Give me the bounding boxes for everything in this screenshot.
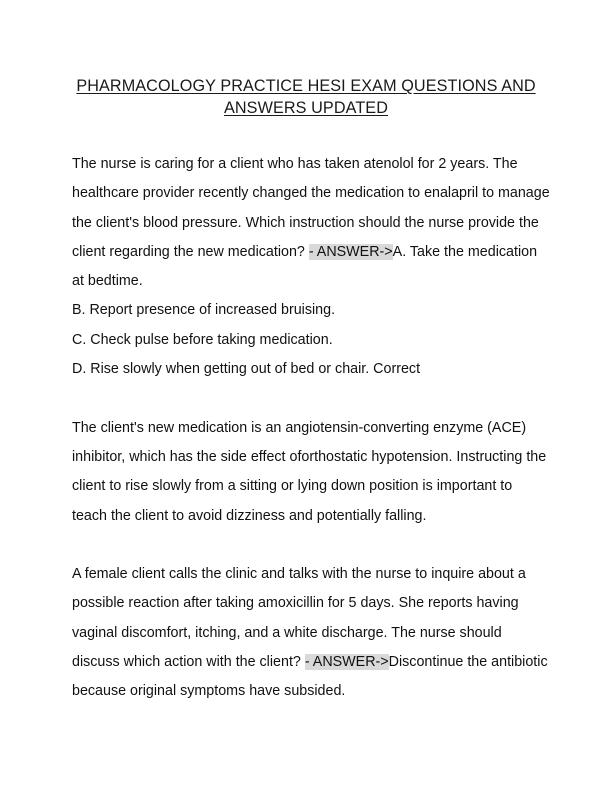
question-2-text: A female client calls the clinic and talks with the nurse to inquire about a possible reaction after taking amoxicillin for 5 days. She reports having vaginal discomfort, itching, and a white discharge. The nurse should discuss which action with the client? [72,566,526,671]
answer-marker-2: - ANSWER-> [304,654,389,671]
question-2 [72,560,550,706]
option-a: A. Take the medication at bedtime. [72,243,538,290]
paragraph-gap [72,531,550,560]
title-line-2: ANSWERS UPDATED [224,99,388,117]
rationale-1: The client's new medication is an angiotensin-converting enzyme (ACE) inhibitor, which has the side effect oforthostatic hypotension. Instructing the client to rise slowly from a sitting or lying down position is important to teach the client to avoid dizziness and potentially falling. [72,419,547,524]
document-body [72,150,550,707]
title-line-1: PHARMACOLOGY PRACTICE HESI EXAM QUESTIONS AND [76,77,536,95]
paragraph-gap [72,384,550,413]
answer-marker-1: - ANSWER-> [308,243,393,260]
document-title [60,75,552,119]
answer-2-text: Discontinue the antibiotic because original symptoms have subsided. [72,654,548,700]
question-1 [72,150,550,296]
option-b: B. Report presence of increased bruising. [72,302,336,319]
option-d: D. Rise slowly when getting out of bed or chair. Correct [72,361,421,378]
option-c: C. Check pulse before taking medication. [72,331,333,348]
question-1-text: The nurse is caring for a client who has taken atenolol for 2 years. The healthcare provider recently changed the medication to enalapril to manage the client's blood pressure. Which instruction should the nurse provide the client regarding the new medication? [72,156,550,260]
